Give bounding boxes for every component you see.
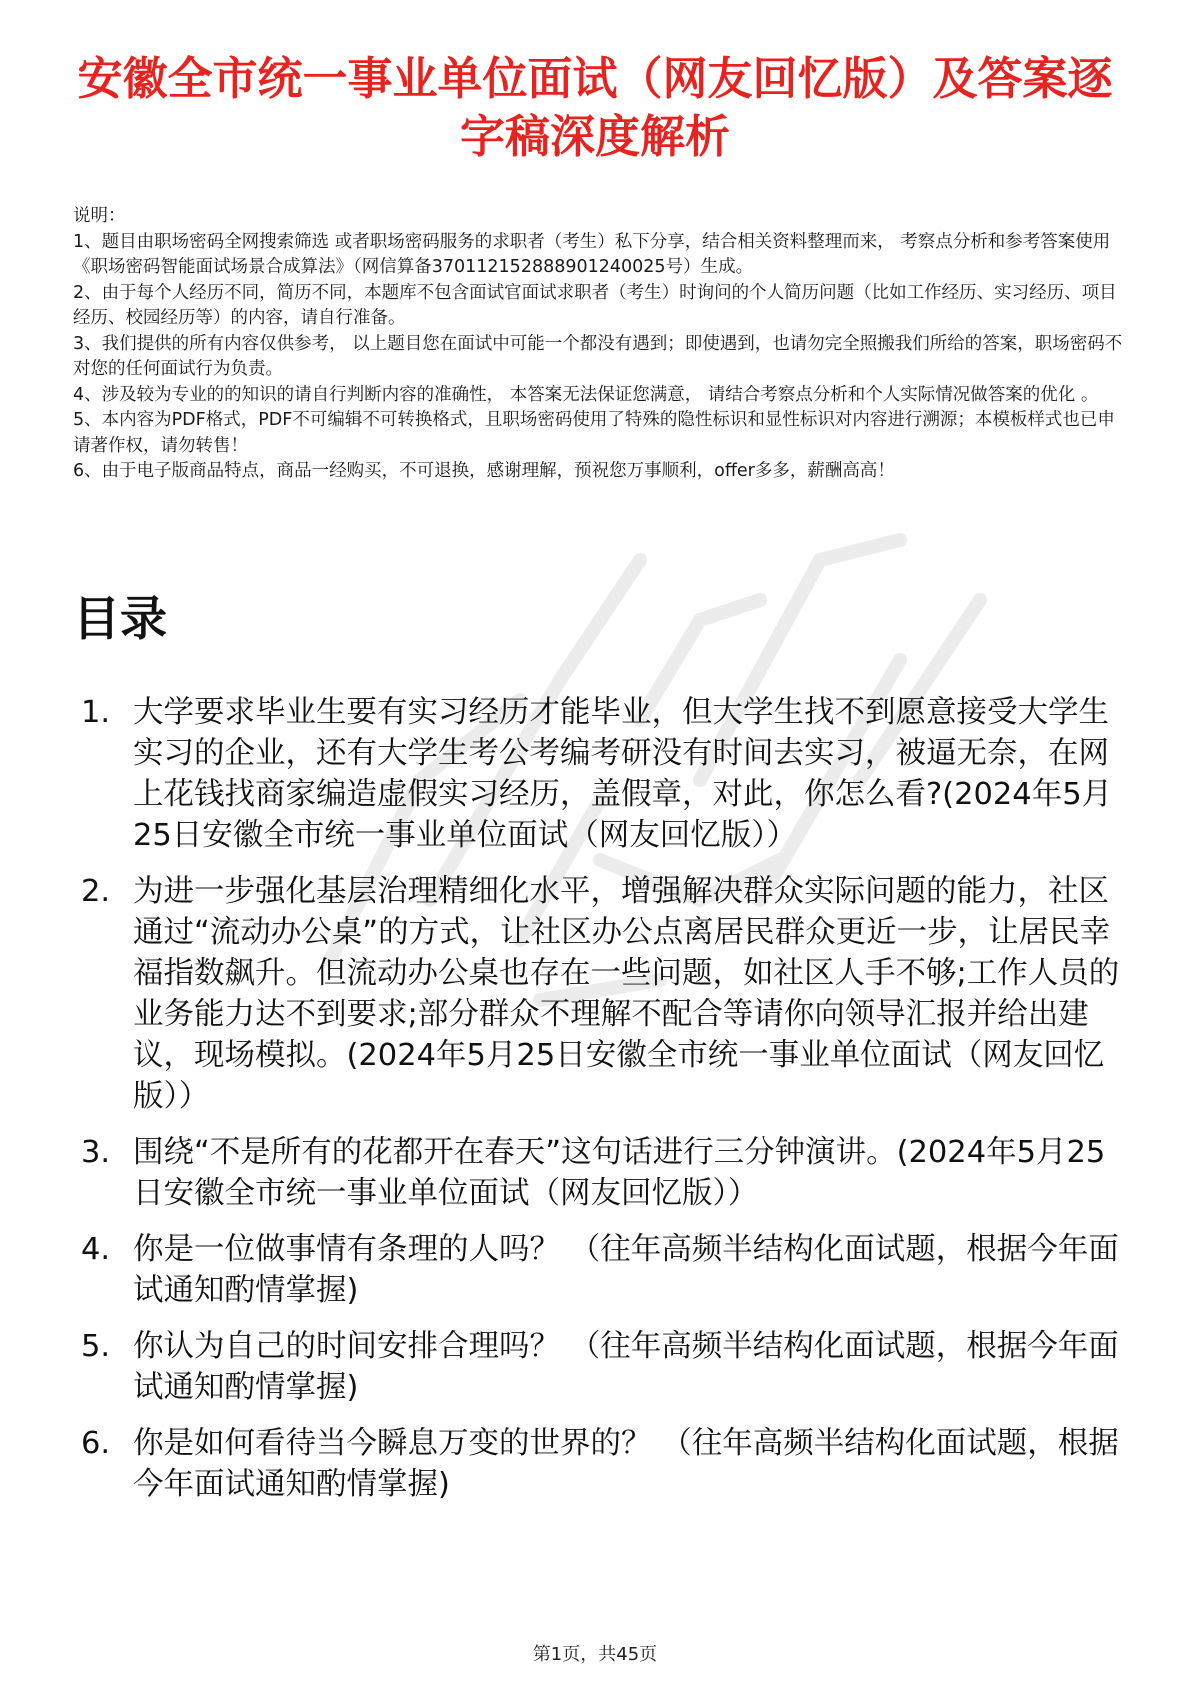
- toc-list: [73, 692, 1133, 1520]
- note-item: 4、涉及较为专业的的知识的请自行判断内容的准确性， 本答案无法保证您满意， 请结合考察点分析和个人实际情况做答案的优化 。: [73, 384, 1099, 405]
- note-item: 6、由于电子版商品特点，商品一经购买，不可退换，感谢理解，预祝您万事顺利，offer多多，薪酬高高！: [73, 461, 895, 481]
- toc-item-text: 大学要求毕业生要有实习经历才能毕业，但大学生找不到愿意接受大学生实习的企业，还有大学生考公考编考研没有时间去实习，被逼无奈，在网上花钱找商家编造虚假实习经历，盖假章，对此，你怎么看?(2024年5月25日安徽全市统一事业单位面试（网友回忆版））: [133, 695, 1113, 853]
- toc-item-text: 你是如何看待当今瞬息万变的世界的？ （往年高频半结构化面试题，根据今年面试通知酌情掌握): [133, 1426, 1119, 1502]
- toc-heading: 目录: [73, 592, 167, 647]
- toc-item-number: 1.: [81, 695, 111, 730]
- toc-item[interactable]: [73, 692, 1133, 856]
- toc-item[interactable]: [73, 1132, 1133, 1214]
- toc-item-text: 你是一位做事情有条理的人吗？ （往年高频半结构化面试题，根据今年面试通知酌情掌握): [133, 1232, 1119, 1308]
- note-item: 3、我们提供的所有内容仅供参考， 以上题目您在面试中可能一个都没有遇到；即使遇到，也请勿完全照搬我们所给的答案，职场密码不对您的任何面试行为负责。: [73, 333, 1123, 379]
- toc-item-number: 6.: [81, 1426, 111, 1461]
- notes-section: [73, 204, 1128, 485]
- note-item: 1、题目由职场密码全网搜索筛选 或者职场密码服务的求职者（考生）私下分享，结合相关资料整理而来， 考察点分析和参考答案使用《职场密码智能面试场景合成算法》（网信算备370112152888901240025号）生成。: [73, 231, 1111, 277]
- toc-item-number: 4.: [81, 1232, 111, 1267]
- document-title: 安徽全市统一事业单位面试（网友回忆版）及答案逐字稿深度解析: [77, 52, 1113, 163]
- toc-item-number: 2.: [81, 874, 111, 909]
- toc-item[interactable]: [73, 871, 1133, 1117]
- toc-item-number: 5.: [81, 1329, 111, 1364]
- toc-item-text: 你认为自己的时间安排合理吗？ （往年高频半结构化面试题，根据今年面试通知酌情掌握): [133, 1329, 1119, 1405]
- toc-item-text: 为进一步强化基层治理精细化水平，增强解决群众实际问题的能力，社区通过“流动办公桌”的方式，让社区办公点离居民群众更近一步，让居民幸福指数飙升。但流动办公桌也存在一些问题，如社区人手不够;工作人员的业务能力达不到要求;部分群众不理解不配合等请你向领导汇报并给出建议，现场模拟。(2024年5月25日安徽全市统一事业单位面试（网友回忆版））: [133, 874, 1120, 1114]
- toc-item-text: 围绕“不是所有的花都开在春天”这句话进行三分钟演讲。(2024年5月25日安徽全市统一事业单位面试（网友回忆版））: [133, 1135, 1106, 1211]
- note-item: 2、由于每个人经历不同，简历不同，本题库不包含面试官面试求职者（考生）时询问的个人简历问题（比如工作经历、实习经历、项目经历、校园经历等）的内容，请自行准备。: [73, 282, 1117, 328]
- toc-item[interactable]: [73, 1423, 1133, 1505]
- toc-item[interactable]: [73, 1326, 1133, 1408]
- toc-item[interactable]: [73, 1229, 1133, 1311]
- note-item: 5、本内容为PDF格式，PDF不可编辑不可转换格式，且职场密码使用了特殊的隐性标识和显性标识对内容进行溯源；本模板样式也已申请著作权，请勿转售！: [73, 410, 1115, 456]
- page-footer: 第1页，共45页: [532, 1644, 658, 1665]
- toc-item-number: 3.: [81, 1135, 111, 1170]
- notes-heading: 说明：: [73, 206, 126, 226]
